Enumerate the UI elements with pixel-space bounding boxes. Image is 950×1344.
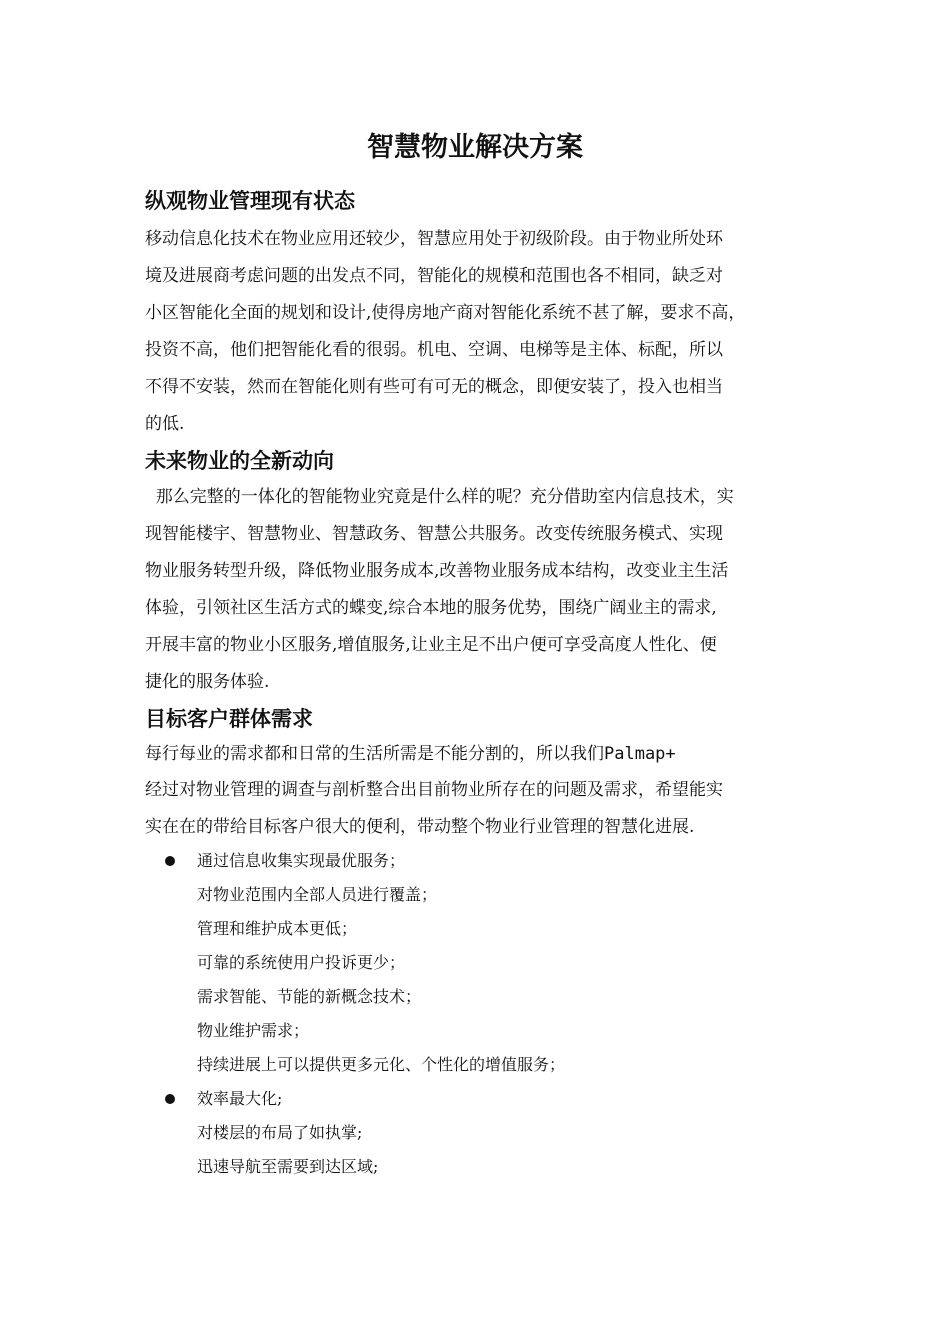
list-subitem: 对物业范围内全部人员进行覆盖； [197, 885, 438, 904]
section-heading-future-trends: 未来物业的全新动向 [145, 449, 334, 473]
paragraph-line: 境及进展商考虑问题的出发点不同，智能化的规模和范围也各不相同，缺乏对 [145, 266, 723, 286]
paragraph-line: 小区智能化全面的规划和设计,使得房地产商对智能化系统不甚了解，要求不高， [145, 303, 746, 323]
paragraph-line: 物业服务转型升级，降低物业服务成本,改善物业服务成本结构，改变业主生活 [145, 561, 729, 581]
bullet-icon [165, 856, 175, 866]
list-item-text: 效率最大化; [197, 1089, 283, 1108]
paragraph-line: 经过对物业管理的调查与剖析整合出目前物业所存在的问题及需求，希望能实 [145, 780, 723, 800]
section-paragraph-future-trends [145, 479, 825, 701]
paragraph-line: 移动信息化技术在物业应用还较少，智慧应用处于初级阶段。由于物业所处环 [145, 229, 723, 249]
list-subitem: 需求智能、节能的新概念技术； [197, 987, 422, 1006]
paragraph-line: 不得不安装，然而在智能化则有些可有可无的概念，即便安装了，投入也相当 [145, 377, 723, 397]
list-item-text: 通过信息收集实现最优服务； [197, 851, 406, 870]
paragraph-line: 现智能楼宇、智慧物业、智慧政务、智慧公共服务。改变传统服务模式、实现 [145, 524, 723, 544]
list-subitem: 对楼层的布局了如执掌; [197, 1123, 363, 1142]
list-item [145, 844, 825, 878]
section-paragraph-target-customers [145, 737, 825, 846]
paragraph-line: 体验，引领社区生活方式的蝶变,综合本地的服务优势，围绕广阔业主的需求, [145, 598, 717, 618]
paragraph-line-prefix: 每行每业的需求都和日常的生活所需是不能分割的，所以我们 [145, 744, 604, 764]
paragraph-line: 那么完整的一体化的智能物业究竟是什么样的呢？充分借助室内信息技术，实 [145, 487, 734, 507]
list-subitem: 物业维护需求； [197, 1021, 310, 1040]
paragraph-line: 实在在的带给目标客户很大的便利，带动整个物业行业管理的智慧化进展. [145, 817, 695, 837]
brand-name: Palmap+ [604, 744, 676, 764]
list-subitem: 可靠的系统使用户投诉更少； [197, 953, 406, 972]
section-paragraph-current-status [145, 221, 825, 443]
list-subitem: 持续进展上可以提供更多元化、个性化的增值服务； [197, 1055, 566, 1074]
list-subitem: 迅速导航至需要到达区域; [197, 1157, 379, 1176]
section-heading-target-customers: 目标客户群体需求 [145, 707, 313, 731]
paragraph-line: 的低. [145, 414, 185, 434]
list-subitem: 管理和维护成本更低； [197, 919, 358, 938]
requirements-list [145, 844, 825, 1184]
paragraph-line: 开展丰富的物业小区服务,增值服务,让业主足不出户便可享受高度人性化、便 [145, 635, 717, 655]
section-heading-current-status: 纵观物业管理现有状态 [145, 189, 355, 213]
list-item [145, 1082, 825, 1116]
bullet-icon [165, 1094, 175, 1104]
paragraph-line: 投资不高，他们把智能化看的很弱。机电、空调、电梯等是主体、标配，所以 [145, 340, 723, 360]
paragraph-line: 捷化的服务体验. [145, 672, 270, 692]
document-title: 智慧物业解决方案 [367, 132, 583, 163]
paragraph-line [145, 737, 825, 772]
